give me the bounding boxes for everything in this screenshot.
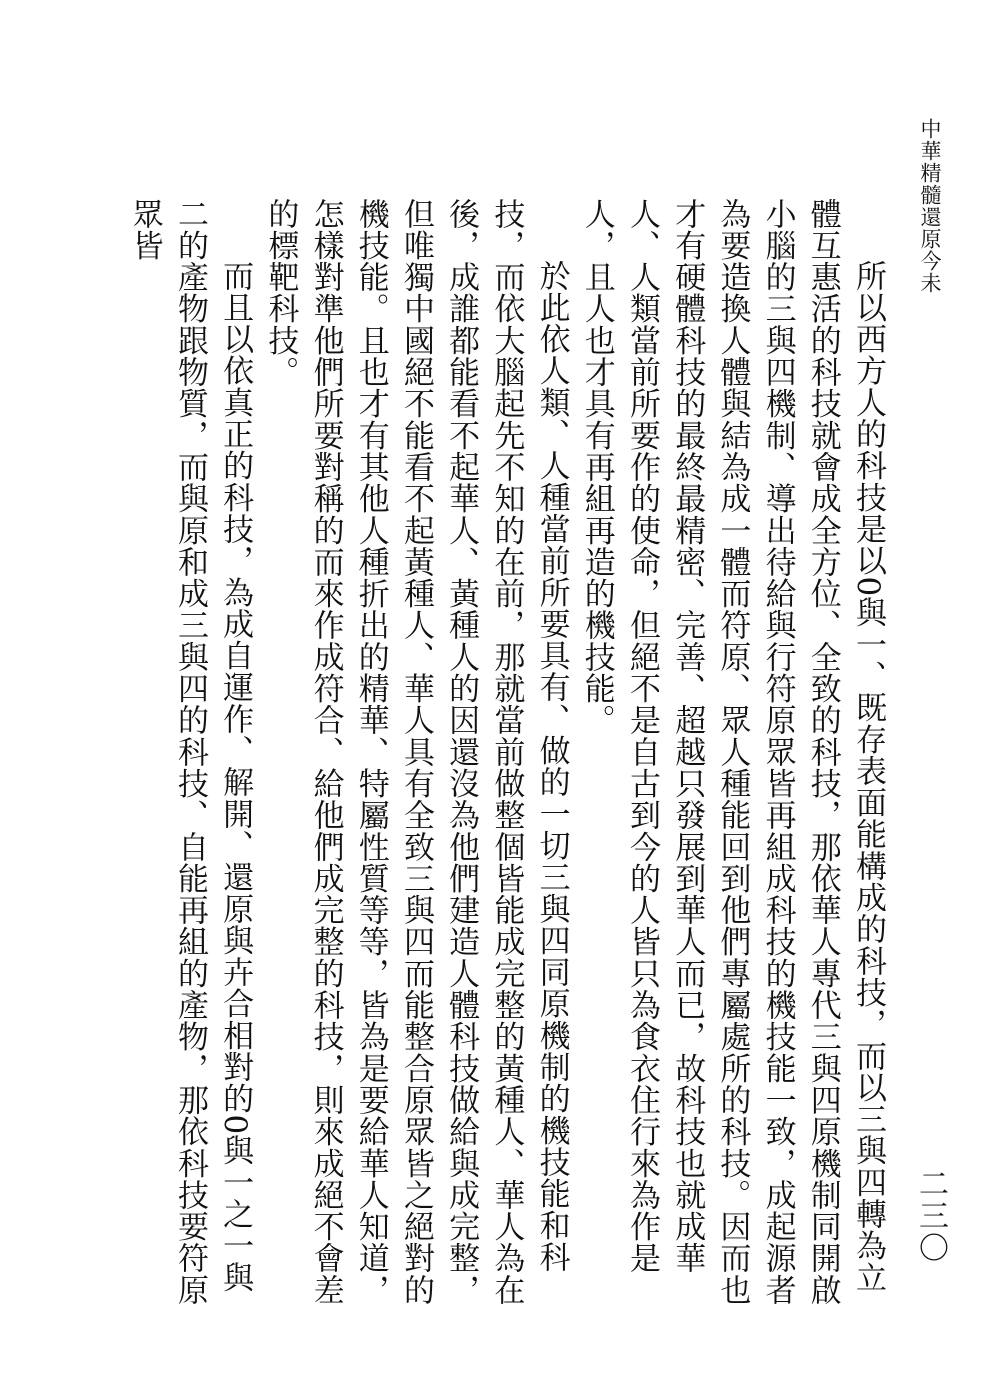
paragraph-2: 於此依人類、人種當前所要具有、做的一切三與四同原機制的機技能和科技，而依大腦起先不知的在前，那就當前做整個皆能成完整的黃種人、華人為在後，成誰都能看不起華人、黃種人的因還沒為他們建造人體科技做給與成完整，但唯獨中國絕不能看不起黃種人、華人具有全致三與四而能整合原眾皆之絕對的機技能。且也才有其他人種折出的精華、特屬性質等等，皆為是要給華人知道，怎樣對準他們所要對稱的而來作成符合、給他們成完整的科技，則來成絕不會差的標靶科技。 [262,198,570,1306]
running-header: 中華精髓還原今未 [918,118,942,294]
page-number: 二三〇 [913,1168,948,1264]
body-text [122,198,890,1308]
paragraph-1: 所以西方人的科技是以0與一、既存表面能構成的科技，而以三與四轉為立體互惠活的科技就會成全方位、全致的科技，那依華人專代三與四原機制同開啟小腦的三與四機制、導出待給與行符原眾皆再組成科技的機技能一致，成起源者為要造換人體與結為成一體而符原、眾人種能回到他們專屬處所的科技。因而也才有硬體科技的最終最精密、完善、超越只發展到華人而已，故科技也就成華人、人類當前所要作的使命，但絕不是自古到今的人皆只為食衣住行來為作是人，且人也才具有再組再造的機技能。 [578,198,886,1306]
paragraph-3: 而且以依真正的科技，為成自運作、解開、還原與卉合相對的0與一之一與二的產物跟物質，而與原和成三與四的科技、自能再組的產物，那依科技要符原眾皆 [126,198,254,1306]
